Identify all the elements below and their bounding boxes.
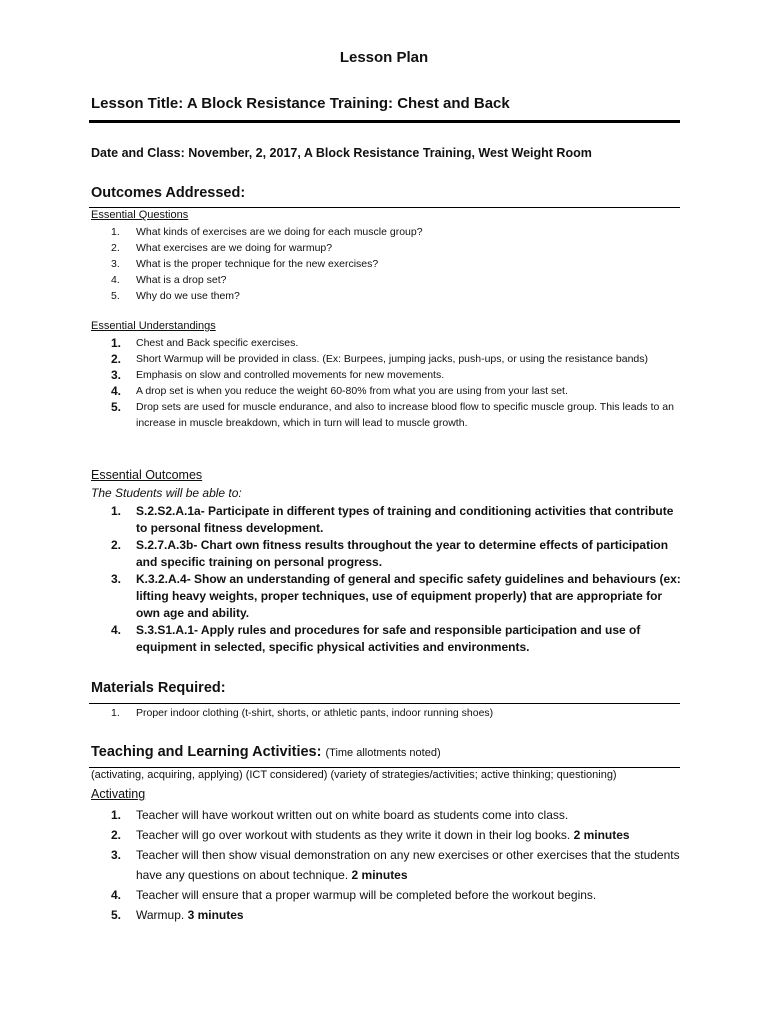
materials-required-heading: Materials Required: <box>91 680 226 696</box>
essential-questions-heading: Essential Questions <box>91 209 189 221</box>
date-and-class: Date and Class: November, 2, 2017, A Block Resistance Training, West Weight Room <box>91 146 592 160</box>
list-item: 5. Drop sets are used for muscle endurance, and also to increase blood flow to specific muscle group. This leads to an increase in muscle breakdown, which in turn will lead to muscle growth. <box>111 400 674 429</box>
list-item: 2. Teacher will go over workout with students as they write it down in their log books. 2 minutes <box>111 828 630 842</box>
list-item: 1. S.2.S2.A.1a- Participate in different types of training and conditioning activities that contribute to personal fitness development. <box>111 504 674 535</box>
teaching-learning-heading <box>91 744 441 760</box>
outcomes-addressed-heading: Outcomes Addressed: <box>91 185 246 201</box>
document-title: Lesson Plan <box>339 49 429 66</box>
list-item: 3. K.3.2.A.4- Show an understanding of general and specific safety guidelines and behaviours (ex: lifting heavy weights, proper techniques, use of equipment properly) that are appropriate for own age and ability. <box>111 572 681 620</box>
list-item: 3. Teacher will then show visual demonstration on any new exercises or other exercises that the students have any questions on about technique. 2 minutes <box>111 848 680 882</box>
list-item: 2. S.2.7.A.3b- Chart own fitness results throughout the year to determine effects of participation and specific training on personal progress. <box>111 538 669 569</box>
activating-list <box>91 805 681 925</box>
list-item: 5. Warmup. 3 minutes <box>111 908 244 922</box>
essential-questions-list <box>91 224 651 304</box>
teaching-divider <box>89 767 680 768</box>
strategies-line: (activating, acquiring, applying) (ICT considered) (variety of strategies/activities; active thinking; questioning) <box>91 769 617 781</box>
list-item: 2. What exercises are we doing for warmup? <box>111 242 333 254</box>
list-item: 4. S.3.S1.A.1- Apply rules and procedures for safe and responsible participation and use of equipment in selected, specific physical activities and environments. <box>111 623 641 654</box>
teaching-learning-heading-text: Teaching and Learning Activities: <box>91 744 322 760</box>
list-item: 1. Proper indoor clothing (t-shirt, shorts, or athletic pants, indoor running shoes) <box>111 707 494 719</box>
outcomes-divider <box>89 207 680 208</box>
materials-divider <box>89 703 680 704</box>
essential-outcomes-intro: The Students will be able to: <box>91 486 242 500</box>
list-item: 5. Why do we use them? <box>111 290 240 302</box>
list-item: 3. What is the proper technique for the new exercises? <box>111 258 379 270</box>
list-item: 4. What is a drop set? <box>111 274 227 286</box>
title-divider <box>89 120 680 123</box>
list-item: 2. Short Warmup will be provided in class. (Ex: Burpees, jumping jacks, push-ups, or using the resistance bands) <box>111 352 649 366</box>
list-item: 3. Emphasis on slow and controlled movements for new movements. <box>111 368 445 382</box>
materials-list <box>91 705 681 721</box>
list-item: 4. A drop set is when you reduce the weight 60-80% from what you are using from your last set. <box>111 384 568 398</box>
list-item: 1. Teacher will have workout written out on white board as students come into class. <box>111 808 569 822</box>
essential-outcomes-heading: Essential Outcomes <box>91 468 203 482</box>
essential-understandings-heading: Essential Understandings <box>91 320 216 332</box>
activating-heading: Activating <box>91 787 146 801</box>
essential-understandings-list <box>91 335 681 431</box>
essential-outcomes-list <box>91 503 681 656</box>
list-item: 1. Chest and Back specific exercises. <box>111 336 299 350</box>
list-item: 4. Teacher will ensure that a proper warmup will be completed before the workout begins. <box>111 888 597 902</box>
lesson-title: Lesson Title: A Block Resistance Training: Chest and Back <box>91 95 510 112</box>
time-allotments-note: (Time allotments noted) <box>325 747 441 759</box>
list-item: 1. What kinds of exercises are we doing for each muscle group? <box>111 226 423 238</box>
